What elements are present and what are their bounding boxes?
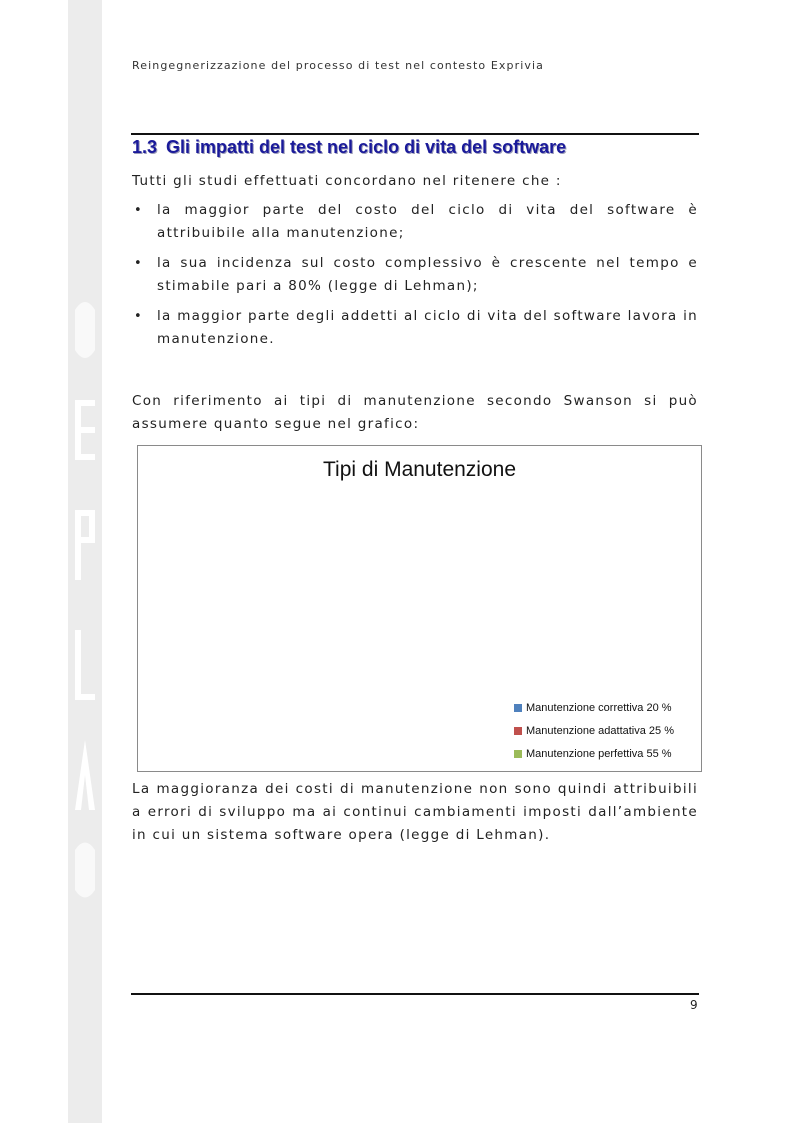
page-number: 9 — [690, 998, 698, 1012]
legend-swatch — [514, 750, 522, 758]
header-rule — [131, 133, 699, 135]
legend-item — [514, 696, 674, 719]
section-heading — [132, 137, 566, 158]
bullet-icon: • — [134, 309, 143, 324]
section-number: 1.3 — [132, 137, 158, 157]
legend-label: Manutenzione correttiva 20 % — [526, 701, 672, 714]
legend-item — [514, 719, 674, 742]
running-header: Reingegnerizzazione del processo di test nel contesto Exprivia — [132, 59, 544, 72]
side-logo-watermark — [72, 290, 98, 910]
legend-item — [514, 742, 674, 765]
pie-chart — [137, 445, 702, 772]
legend-label: Manutenzione perfettiva 55 % — [526, 747, 672, 760]
bullet-list — [132, 199, 698, 358]
chart-title: Tipi di Manutenzione — [323, 458, 516, 481]
legend-label: Manutenzione adattativa 25 % — [526, 724, 674, 737]
footer-rule — [131, 993, 699, 995]
list-item: • la maggior parte degli addetti al ciclo di vita del software lavora in manutenzione. — [132, 305, 698, 351]
chart-legend — [514, 696, 674, 765]
legend-swatch — [514, 704, 522, 712]
list-item: • la sua incidenza sul costo complessivo è crescente nel tempo e stimabile pari a 80% (legge di Lehman); — [132, 252, 698, 298]
list-item: • la maggior parte del costo del ciclo di vita del software è attribuibile alla manutenzione; — [132, 199, 698, 245]
bullet-icon: • — [134, 256, 143, 271]
intro-paragraph: Tutti gli studi effettuati concordano nel ritenere che : — [132, 173, 562, 189]
chart-intro-paragraph: Con riferimento ai tipi di manutenzione secondo Swanson si può assumere quanto segue nel grafico: — [132, 393, 698, 432]
conclusion-paragraph: La maggioranza dei costi di manutenzione non sono quindi attribuibili a errori di sviluppo ma ai continui cambiamenti imposti dall’ambiente in cui un sistema software opera (legge di Lehman). — [132, 781, 698, 843]
section-title-text: Gli impatti del test nel ciclo di vita del software — [166, 137, 567, 157]
legend-swatch — [514, 727, 522, 735]
bullet-icon: • — [134, 203, 143, 218]
